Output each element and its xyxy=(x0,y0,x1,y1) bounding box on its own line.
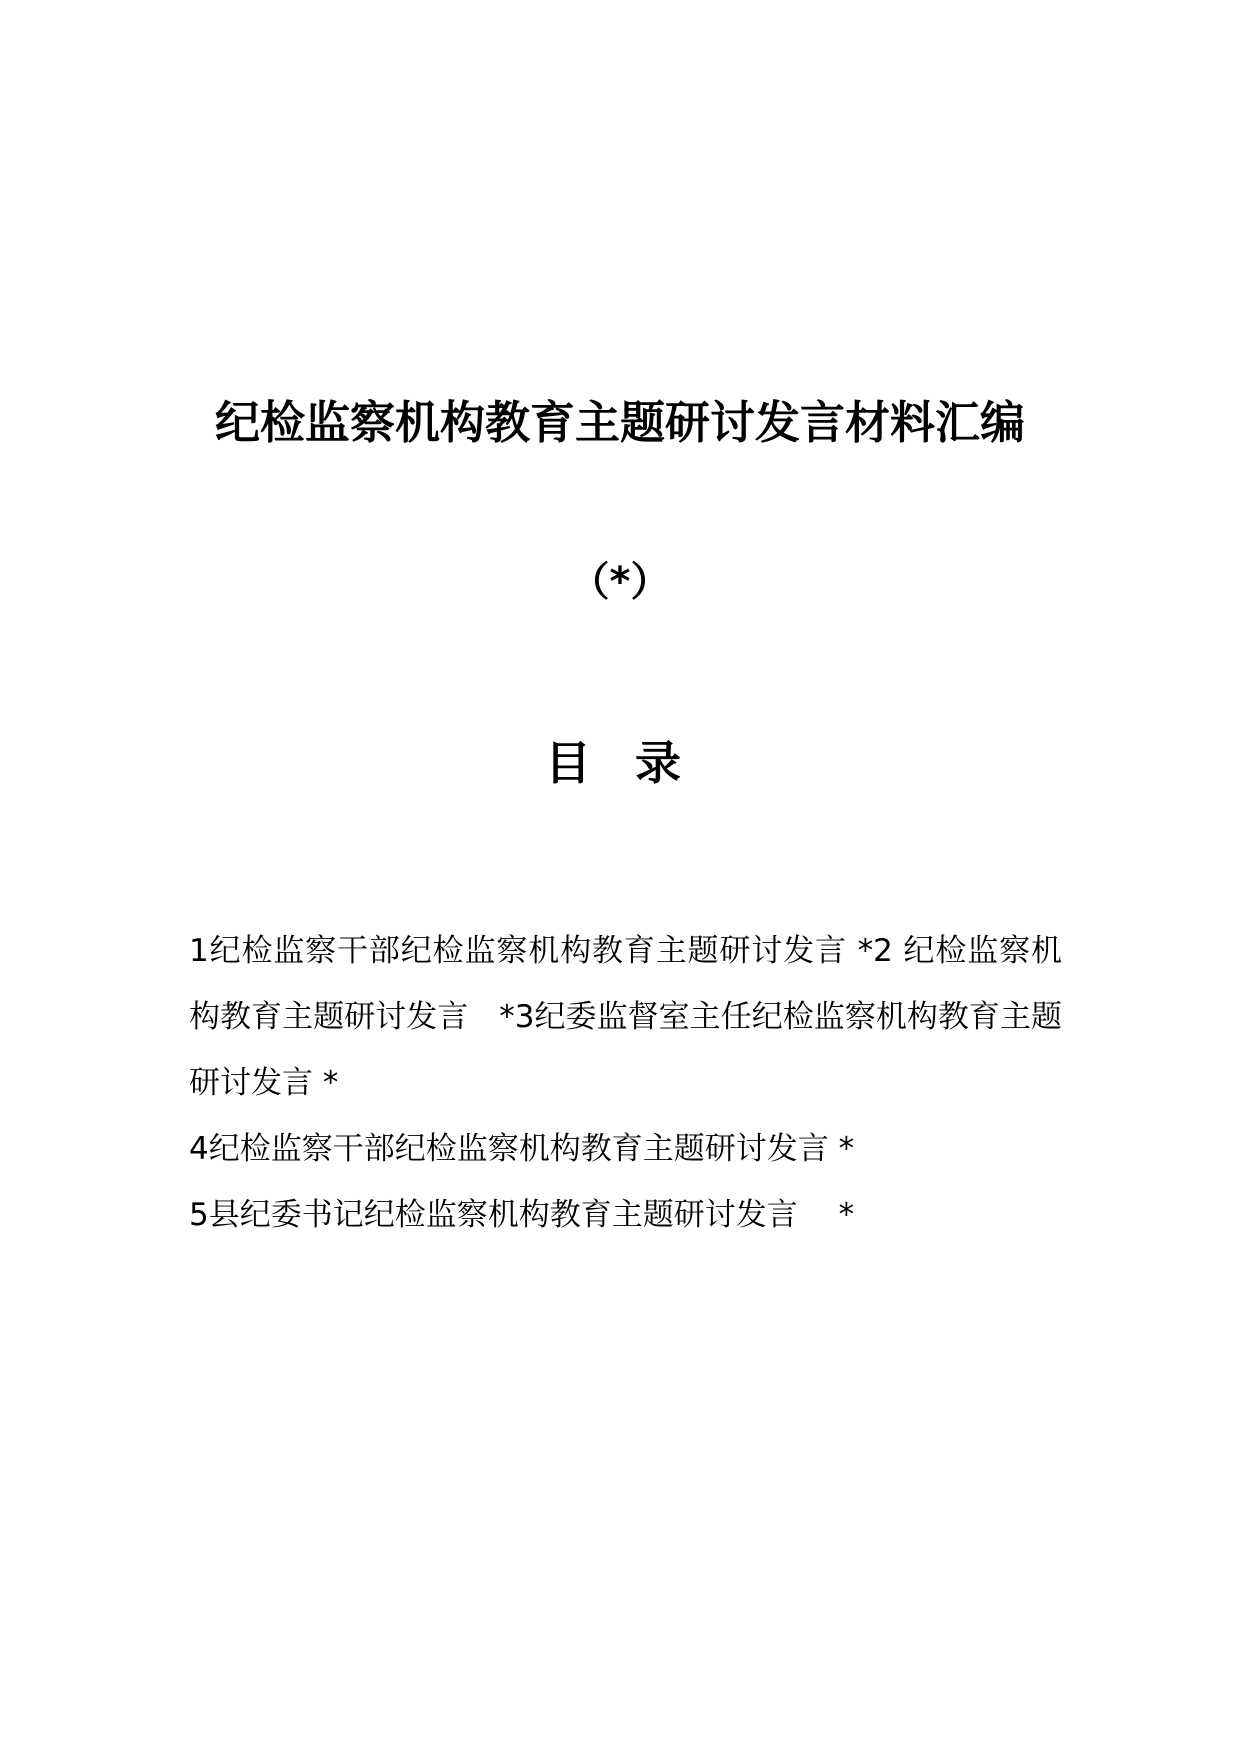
toc-entry-4: 4纪检监察干部纪检监察机构教育主题研讨发言 * xyxy=(189,1131,855,1167)
document-subtitle: （*） xyxy=(569,559,671,605)
document-title: 纪检监察机构教育主题研讨发言材料汇编 xyxy=(214,396,1025,449)
toc-entry-5: 5县纪委书记纪检监察机构教育主题研讨发言 * xyxy=(189,1197,855,1233)
toc-heading: 目 录 xyxy=(544,736,695,790)
toc-entries-1-3: 1纪检监察干部纪检监察机构教育主题研讨发言 *2 纪检监察机构教育主题研讨发言 *3纪委监督室主任纪检监察机构教育主题研讨发言 * xyxy=(189,933,1062,1101)
table-of-contents xyxy=(189,918,1062,1248)
